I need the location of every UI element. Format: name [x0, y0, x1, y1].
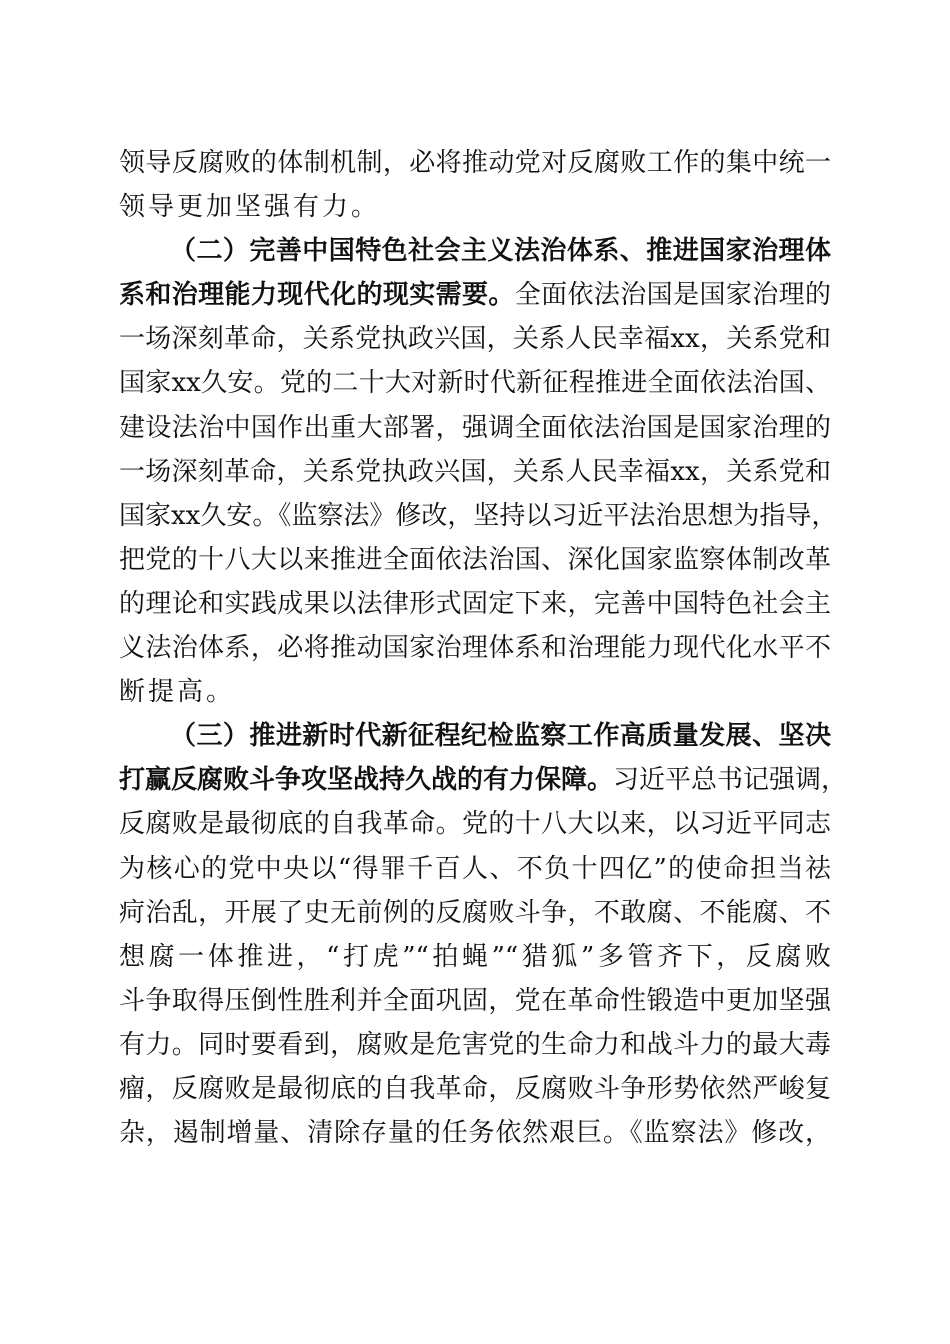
line-text: 一场深刻革命，关系党执政兴国，关系人民幸福xx，关系党和 [119, 457, 831, 487]
heading-text: 系和治理能力现代化的现实需要。 [119, 280, 515, 310]
section-heading-2 [170, 231, 831, 271]
heading-text: （三）推进新时代新征程纪检监察工作高质量发展、坚决 [170, 721, 831, 751]
text-line [119, 893, 831, 933]
text-line [119, 1113, 831, 1153]
line-text: 瘤，反腐败是最彻底的自我革命，反腐败斗争形势依然严峻复 [119, 1074, 831, 1104]
line-text: 把党的十八大以来推进全面依法治国、深化国家监察体制改革 [119, 545, 831, 575]
text-line [119, 363, 831, 403]
text-line [119, 1025, 831, 1065]
heading-text: （二）完善中国特色社会主义法治体系、推进国家治理体 [170, 236, 831, 266]
text-line [119, 937, 831, 977]
text-line [119, 1069, 831, 1109]
line-text: 斗争取得压倒性胜利并全面巩固，党在革命性锻造中更加坚强 [119, 986, 831, 1016]
line-text: 断提高。 [119, 677, 236, 707]
line-text: 为核心的党中央以“得罪千百人、不负十四亿”的使命担当祛 [119, 854, 831, 884]
text-line [119, 319, 831, 359]
line-text: 国家xx久安。《监察法》修改，坚持以习近平法治思想为指导， [119, 501, 838, 531]
text-line [119, 275, 831, 315]
line-text: 有力。同时要看到，腐败是危害党的生命力和战斗力的最大毒 [119, 1030, 831, 1060]
text-line [119, 540, 831, 580]
text-line [119, 143, 831, 183]
text-line [119, 628, 831, 668]
line-text: 义法治体系，必将推动国家治理体系和治理能力现代化水平不 [119, 633, 831, 663]
text-line [119, 496, 838, 536]
section-heading-3 [170, 716, 831, 756]
text-line [119, 584, 831, 624]
line-text: 习近平总书记强调， [613, 765, 848, 795]
text-line [119, 981, 831, 1021]
line-text: 领导更加坚强有力。 [119, 192, 381, 222]
heading-text: 打赢反腐败斗争攻坚战持久战的有力保障。 [119, 765, 614, 795]
text-line [119, 187, 831, 227]
line-text: 的理论和实践成果以法律形式固定下来，完善中国特色社会主 [119, 589, 831, 619]
line-text: 全面依法治国是国家治理的 [514, 280, 831, 310]
line-text: 国家xx久安。党的二十大对新时代新征程推进全面依法治国、 [119, 368, 831, 398]
line-text: 杂，遏制增量、清除存量的任务依然艰巨。《监察法》修改， [119, 1118, 831, 1148]
line-text: 疴治乱，开展了史无前例的反腐败斗争，不敢腐、不能腐、不 [119, 898, 831, 928]
line-text: 建设法治中国作出重大部署，强调全面依法治国是国家治理的 [119, 413, 831, 443]
text-line [119, 849, 831, 889]
text-line [119, 452, 831, 492]
text-line [119, 760, 848, 800]
text-line [119, 672, 831, 712]
line-text: 反腐败是最彻底的自我革命。党的十八大以来，以习近平同志 [119, 809, 831, 839]
line-text: 一场深刻革命，关系党执政兴国，关系人民幸福xx，关系党和 [119, 324, 831, 354]
text-line [119, 804, 831, 844]
line-text: 领导反腐败的体制机制，必将推动党对反腐败工作的集中统一 [119, 148, 831, 178]
line-text: 想腐一体推进，“打虎”“拍蝇”“猎狐”多管齐下，反腐败 [119, 942, 831, 972]
text-line [119, 408, 831, 448]
